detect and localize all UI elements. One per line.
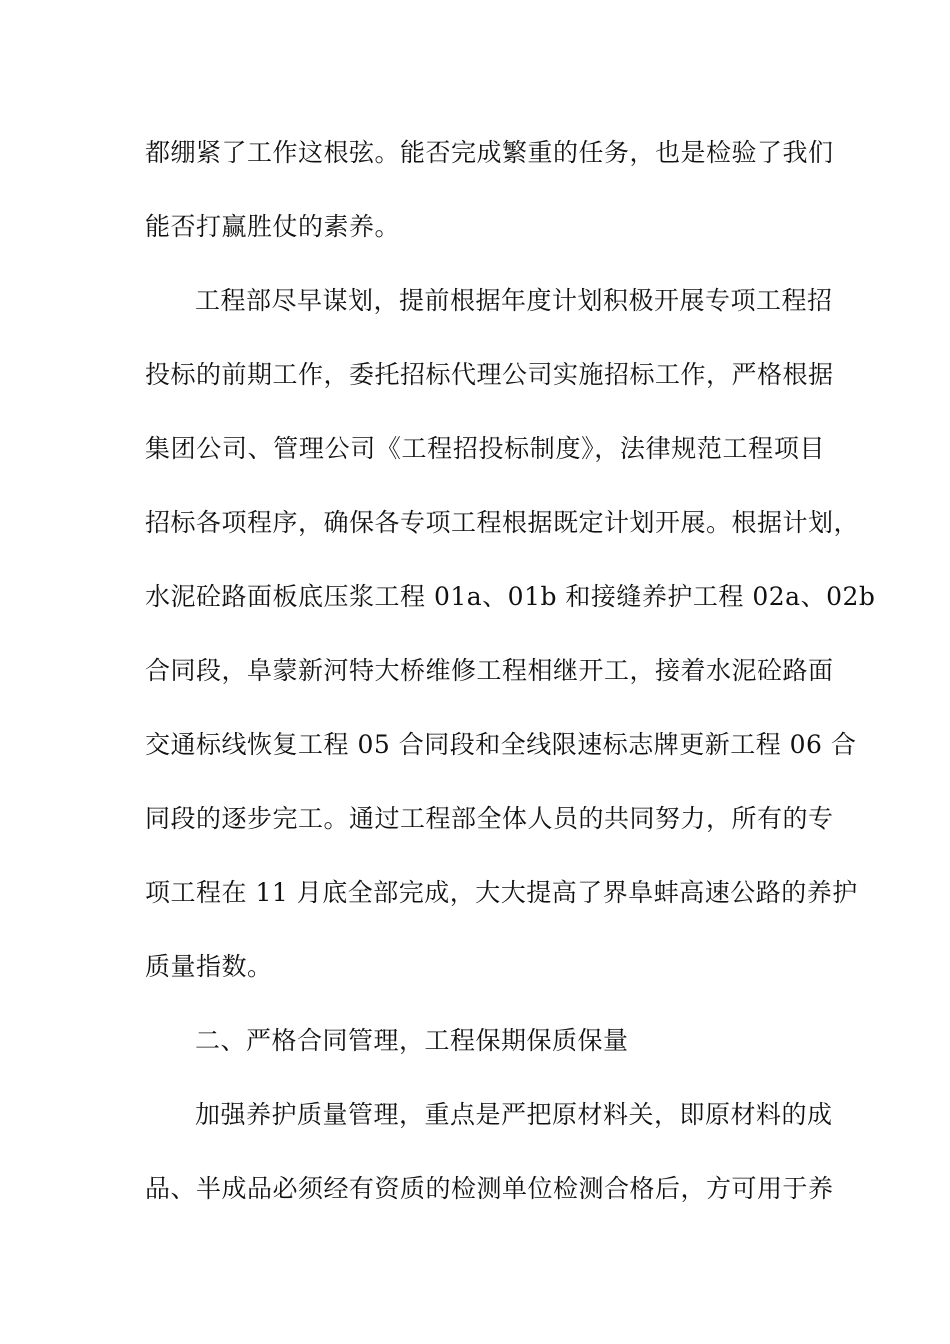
text-line: 都绷紧了工作这根弦。能否完成繁重的任务，也是检验了我们: [145, 138, 834, 167]
text-line: 项工程在 11 月底全部完成，大大提高了界阜蚌高速公路的养护: [145, 878, 858, 907]
text-line: 能否打赢胜仗的素养。: [145, 212, 401, 241]
text-line: 招标各项程序，确保各专项工程根据既定计划开展。根据计划，: [145, 508, 860, 537]
text-line: 加强养护质量管理，重点是严把原材料关，即原材料的成: [195, 1100, 833, 1129]
text-line: 合同段，阜蒙新河特大桥维修工程相继开工，接着水泥砼路面: [145, 656, 834, 685]
text-line: 水泥砼路面板底压浆工程 01a、01b 和接缝养护工程 02a、02b: [145, 582, 876, 611]
text-line: 品、半成品必须经有资质的检测单位检测合格后，方可用于养: [145, 1174, 834, 1203]
text-line: 集团公司、管理公司《工程招投标制度》，法律规范工程项目: [145, 434, 825, 463]
text-line: 工程部尽早谋划，提前根据年度计划积极开展专项工程招: [195, 286, 833, 315]
text-line: 交通标线恢复工程 05 合同段和全线限速标志牌更新工程 06 合: [145, 730, 857, 759]
text-line: 投标的前期工作，委托招标代理公司实施招标工作，严格根据: [145, 360, 834, 389]
section-heading: 二、严格合同管理，工程保期保质保量: [195, 1026, 629, 1055]
text-line: 质量指数。: [145, 952, 273, 981]
text-line: 同段的逐步完工。通过工程部全体人员的共同努力，所有的专: [145, 804, 834, 833]
